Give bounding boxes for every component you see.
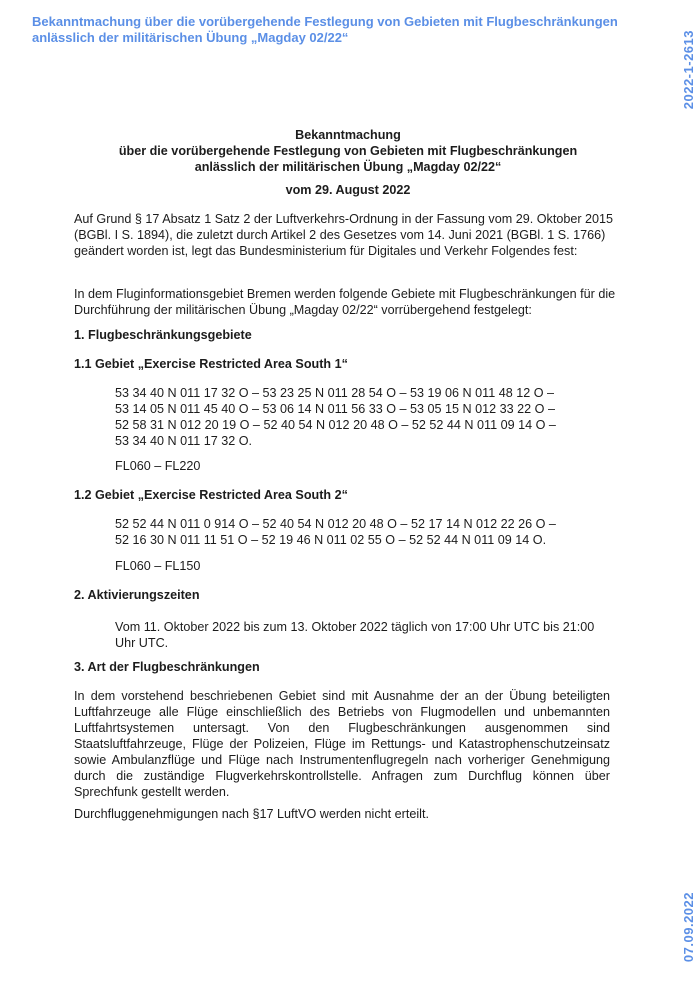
coordinate-line: 52 16 30 N 011 11 51 O – 52 19 46 N 011 02 55 O – 52 52 44 N 011 09 14 O. (115, 533, 547, 547)
document-id-stamp: 2022-1-2613 (681, 30, 696, 110)
area1-heading: 1.1 Gebiet „Exercise Restricted Area South 1“ (74, 357, 348, 371)
section1-heading: 1. Flugbeschränkungsgebiete (74, 328, 252, 342)
section2-heading: 2. Aktivierungszeiten (74, 588, 200, 602)
coordinate-line: 53 34 40 N 011 17 32 O – 53 23 25 N 011 28 54 O – 53 19 06 N 011 48 12 O – (115, 386, 555, 400)
title-line: anlässlich der militärischen Übung „Magday 02/22“ (194, 160, 502, 174)
document-date-stamp: 07.09.2022 (681, 892, 696, 963)
coordinate-line: 53 14 05 N 011 45 40 O – 53 06 14 N 011 56 33 O – 53 05 15 N 012 33 22 O – (115, 402, 555, 416)
document-header-title: Bekanntmachung über die vorübergehende Festlegung von Gebieten mit Flugbeschränkungen anlässlich der militärischen Übung „Magday 02/22“ (32, 14, 618, 45)
coordinate-line: 53 34 40 N 011 17 32 O. (115, 434, 252, 448)
coordinate-line: 52 52 44 N 011 0 914 O – 52 40 54 N 012 20 48 O – 52 17 14 N 012 22 26 O – (115, 517, 556, 531)
area2-coordinates (115, 516, 595, 548)
area2-heading: 1.2 Gebiet „Exercise Restricted Area South 2“ (74, 488, 348, 502)
section3-heading: 3. Art der Flugbeschränkungen (74, 660, 260, 674)
area1-coordinates (115, 385, 595, 449)
title-line: Bekanntmachung (295, 128, 401, 142)
restrictions-paragraph: In dem vorstehend beschriebenen Gebiet sind mit Ausnahme der an der Übung beteiligten Luftfahrzeuge alle Flüge einschließlich des Betriebs von Flugmodellen und unbemannten Luftfahrtsystemen untersagt. Von den Flugbeschränkungen ausgenommen sind Staatsluftfahrzeuge, Flüge der Polizeien, Flüge im Rettungs- und Katastrophenschutzeinsatz sowie Ambulanzflüge und Flüge nach Instrumentenflugregeln nach vorheriger Genehmigung durch die zuständige Flugverkehrskontrollstelle. Anfragen zum Durchflug können über Sprechfunk gestellt werden. (74, 689, 610, 799)
activation-paragraph: Vom 11. Oktober 2022 bis zum 13. Oktober 2022 täglich von 17:00 Uhr UTC bis 21:00 Uhr UTC. (115, 620, 595, 650)
area2-flight-levels: FL060 – FL150 (115, 559, 201, 573)
title-line: über die vorübergehende Festlegung von Gebieten mit Flugbeschränkungen (118, 144, 578, 158)
coordinate-line: 52 58 31 N 012 20 19 O – 52 40 54 N 012 20 48 O – 52 52 44 N 011 09 14 O – (115, 418, 556, 432)
document-title (74, 127, 622, 175)
area1-flight-levels: FL060 – FL220 (115, 459, 201, 473)
intro2-paragraph: In dem Fluginformationsgebiet Bremen werden folgende Gebiete mit Flugbeschränkungen für die Durchführung der militärischen Übung „Magday 02/22“ vorrübergehend festgelegt: (74, 287, 616, 317)
closing-paragraph: Durchfluggenehmigungen nach §17 LuftVO werden nicht erteilt. (74, 807, 429, 821)
intro-paragraph: Auf Grund § 17 Absatz 1 Satz 2 der Luftverkehrs-Ordnung in der Fassung vom 29. Oktober 2015 (BGBl. I S. 1894), die zuletzt durch Artikel 2 des Gesetzes vom 14. Juni 2021 (BGBl. 1 S. 1766) geändert worden ist, legt das Bundesministerium für Digitales und Verkehr Folgendes fest: (74, 212, 614, 258)
document-date: vom 29. August 2022 (285, 183, 411, 197)
